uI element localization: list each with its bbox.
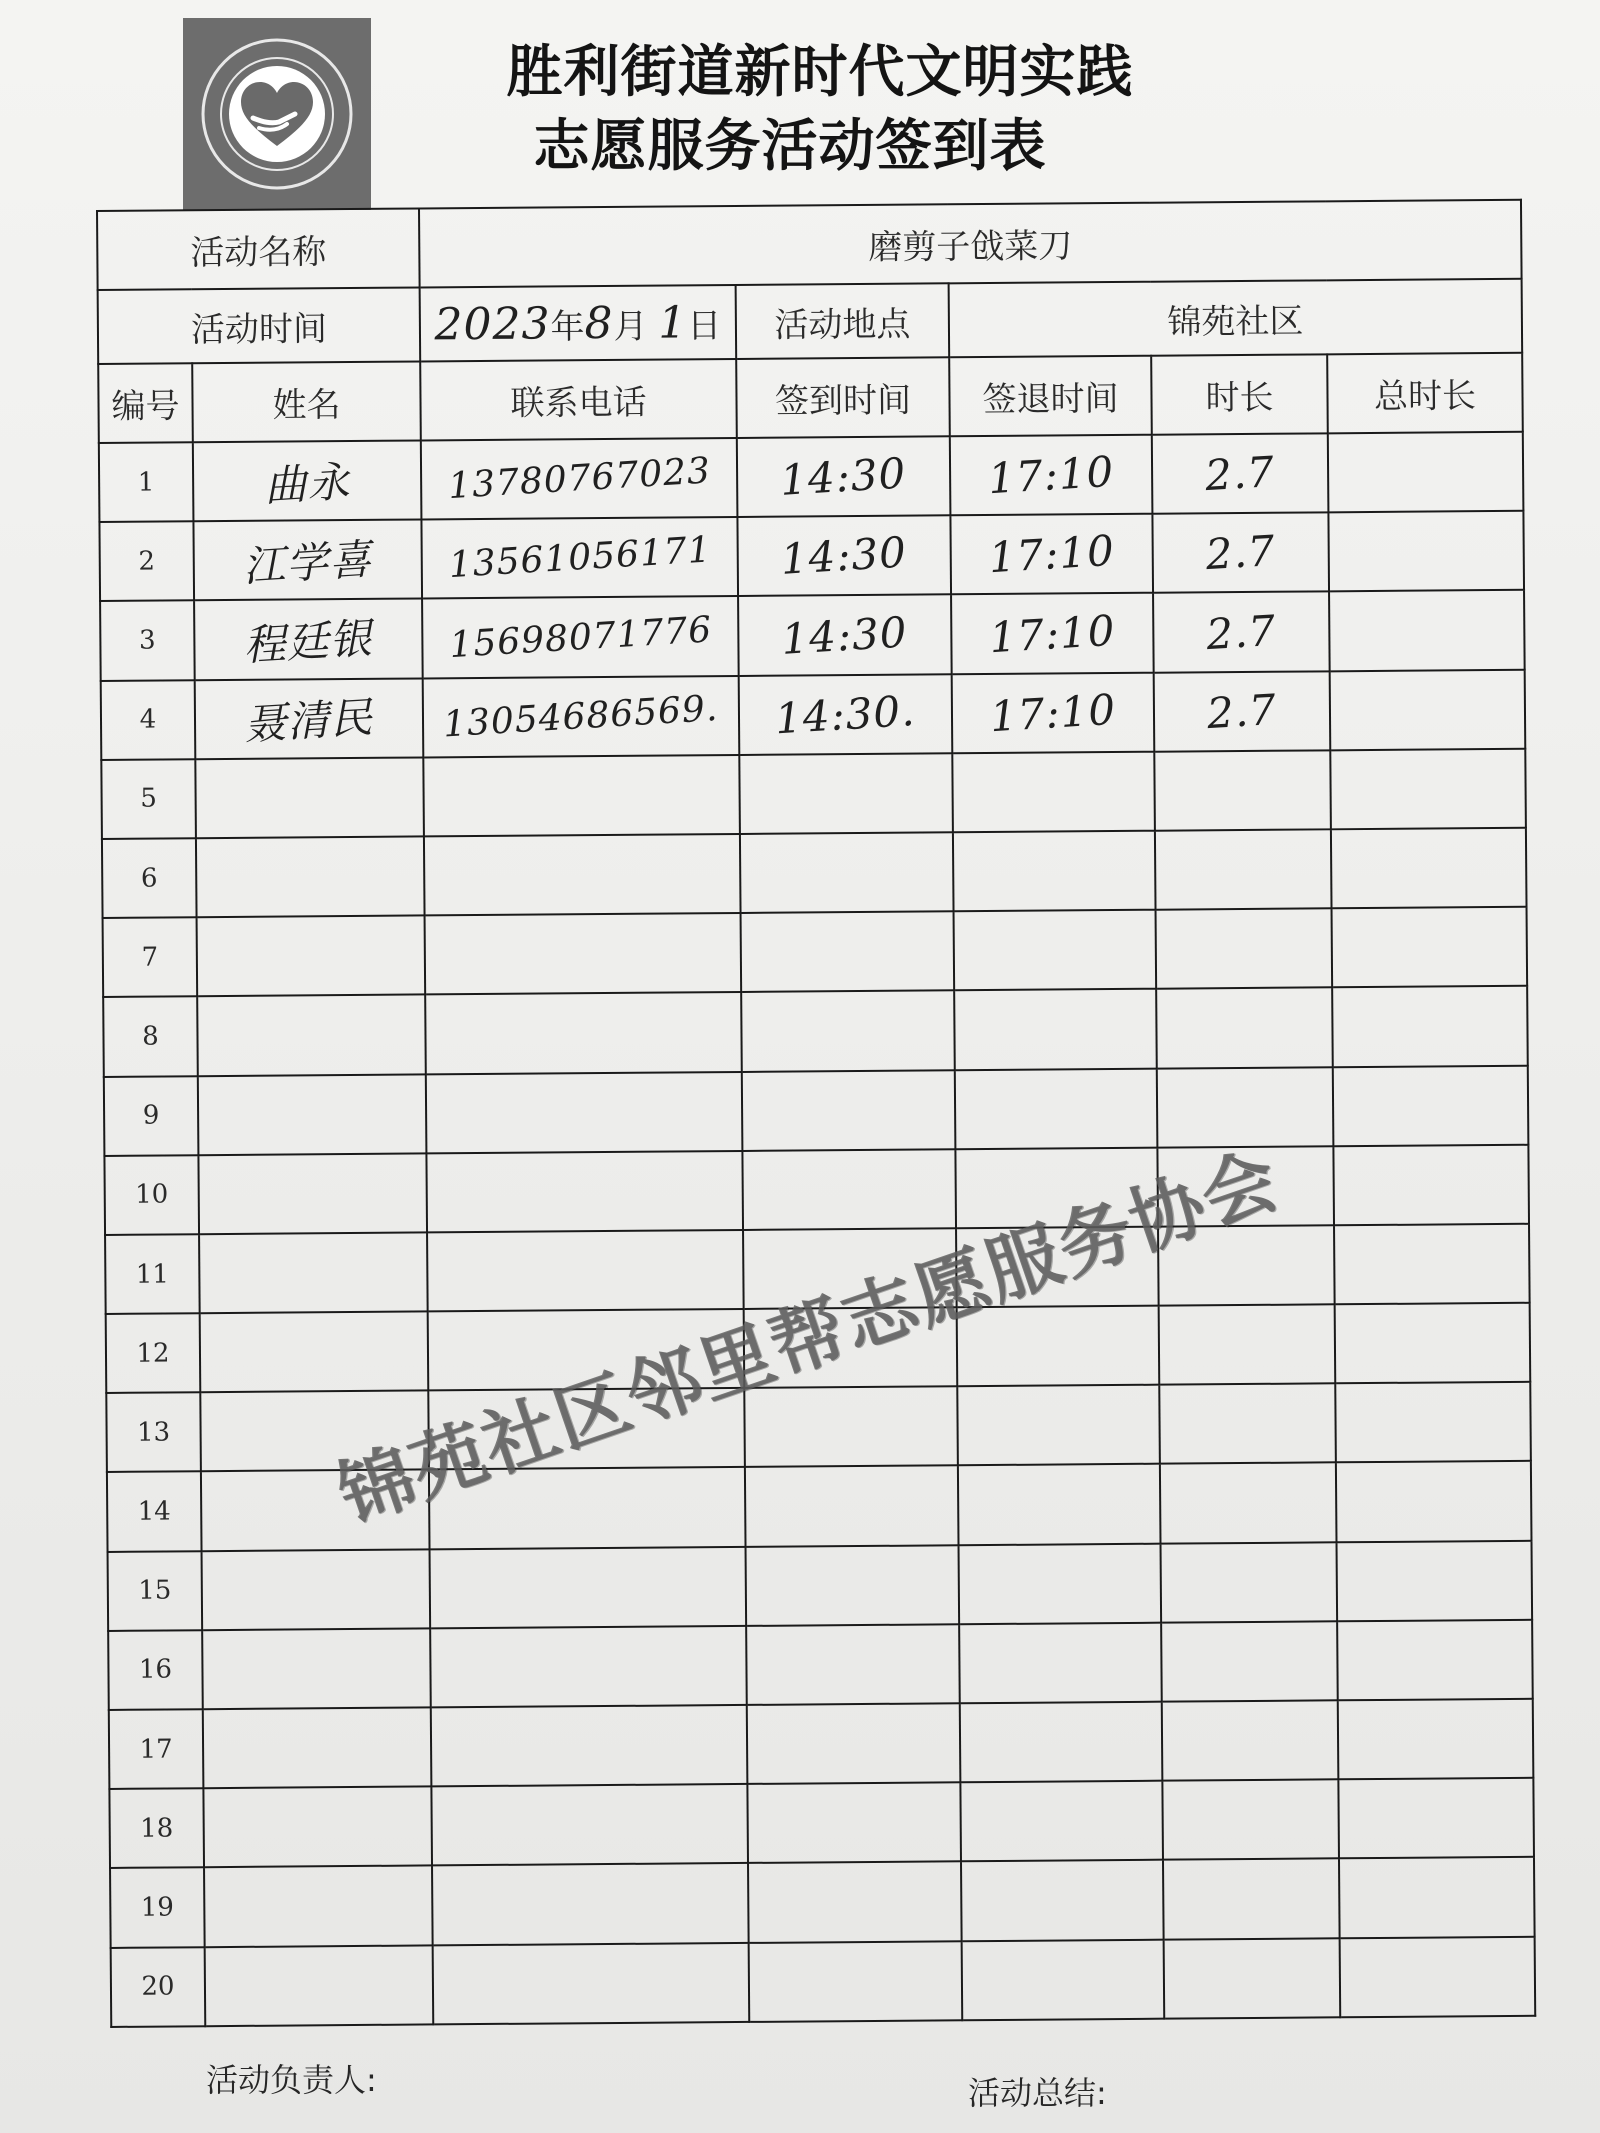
cell-total <box>1340 1936 1536 2017</box>
handwritten-duration: 2.7 <box>1205 605 1278 659</box>
cell-duration <box>1153 592 1330 673</box>
cell-total <box>1335 1303 1531 1384</box>
handwritten-duration: 2.7 <box>1204 526 1278 580</box>
cell-checkin <box>737 516 951 597</box>
cell-duration <box>1161 1621 1338 1702</box>
cell-duration <box>1161 1542 1338 1623</box>
handwritten-checkin: 14:30. <box>773 685 918 743</box>
activity-date <box>420 285 737 362</box>
activity-date-year-unit: 年 <box>550 306 585 347</box>
handwritten-name: 江学喜 <box>242 534 374 591</box>
col-header-checkin: 签到时间 <box>736 358 950 438</box>
handwritten-checkout: 17:10 <box>986 446 1116 504</box>
activity-time-row <box>98 278 1523 364</box>
cell-phone <box>430 1626 747 1708</box>
table-row <box>106 1382 1531 1472</box>
cell-name <box>197 916 426 997</box>
cell-checkout <box>960 1702 1163 1783</box>
cell-no: 13 <box>106 1392 201 1472</box>
cell-duration <box>1154 750 1331 831</box>
col-header-no: 编号 <box>98 364 193 443</box>
cell-name <box>195 757 424 838</box>
cell-no: 1 <box>99 442 194 522</box>
column-header-row <box>98 353 1523 443</box>
table-row <box>109 1778 1534 1868</box>
cell-total <box>1331 828 1527 909</box>
cell-checkin <box>746 1624 960 1705</box>
activity-leader-label: 活动负责人: <box>206 2061 377 2099</box>
cell-duration <box>1155 829 1332 910</box>
activity-place-value: 锦苑社区 <box>949 278 1523 357</box>
cell-phone <box>423 755 740 837</box>
table-row <box>101 749 1526 839</box>
activity-date-year: 2023 <box>434 297 551 350</box>
cell-checkin <box>749 1941 963 2022</box>
cell-total <box>1334 1224 1530 1305</box>
cell-checkout <box>962 1939 1165 2020</box>
cell-name <box>200 1312 429 1393</box>
cell-checkout <box>952 672 1155 753</box>
cell-name <box>193 520 422 601</box>
cell-checkin <box>738 595 952 676</box>
cell-phone <box>422 596 739 678</box>
handwritten-checkout: 17:10 <box>987 526 1117 583</box>
cell-name <box>198 1153 427 1234</box>
cell-checkout <box>960 1781 1163 1862</box>
cell-no: 8 <box>103 997 198 1077</box>
cell-phone <box>425 992 742 1074</box>
cell-checkout <box>961 1860 1164 1941</box>
activity-date-month: 8 <box>584 297 614 349</box>
cell-total <box>1337 1620 1533 1701</box>
handwritten-checkin: 14:30 <box>779 448 908 506</box>
document-title-line-1: 胜利街道新时代文明实践 <box>506 40 1134 105</box>
cell-total <box>1330 749 1526 830</box>
cell-checkout <box>957 1385 1160 1466</box>
logo <box>183 18 371 210</box>
col-header-duration: 时长 <box>1151 355 1328 435</box>
cell-no: 10 <box>104 1155 199 1235</box>
cell-total <box>1336 1461 1532 1542</box>
cell-checkout <box>950 514 1153 595</box>
cell-checkin <box>739 674 953 755</box>
cell-name <box>202 1628 431 1709</box>
activity-name-value: 磨剪子戗菜刀 <box>419 200 1522 287</box>
activity-time-label: 活动时间 <box>98 287 421 364</box>
cell-no: 6 <box>102 838 197 918</box>
cell-total <box>1339 1857 1535 1938</box>
table-row <box>99 432 1524 522</box>
cell-checkin <box>746 1545 960 1626</box>
cell-no: 14 <box>107 1472 202 1552</box>
handwritten-checkin: 14:30 <box>780 606 910 664</box>
table-row <box>111 1936 1536 2027</box>
cell-phone <box>426 1071 743 1153</box>
activity-date-month-unit: 月 <box>613 306 648 347</box>
handwritten-name: 曲永 <box>262 456 352 511</box>
cell-total <box>1328 511 1524 592</box>
cell-no: 20 <box>111 1947 206 2027</box>
cell-no: 2 <box>99 521 194 601</box>
cell-phone <box>432 1863 749 1945</box>
cell-name <box>202 1549 431 1630</box>
heart-hands-emblem-icon <box>183 18 371 210</box>
cell-duration <box>1152 433 1329 514</box>
cell-checkout <box>959 1543 1162 1624</box>
cell-no: 12 <box>106 1313 201 1393</box>
cell-phone <box>430 1547 747 1629</box>
cell-total <box>1338 1778 1534 1859</box>
cell-checkout <box>955 1068 1158 1149</box>
cell-duration <box>1159 1304 1336 1385</box>
cell-checkout <box>951 593 1154 674</box>
table-row <box>102 828 1527 918</box>
organization-stamp: 锦苑社区邻里帮志愿服务协会 <box>327 1136 1291 1540</box>
cell-checkout <box>954 989 1157 1070</box>
cell-duration <box>1156 988 1333 1069</box>
cell-phone <box>421 438 738 520</box>
cell-duration <box>1156 908 1333 989</box>
cell-phone <box>426 1151 743 1233</box>
cell-total <box>1338 1699 1534 1780</box>
cell-checkin <box>745 1466 959 1547</box>
document-title-line-2: 志愿服务活动签到表 <box>533 114 1047 179</box>
cell-phone <box>425 913 742 995</box>
cell-duration <box>1162 1780 1339 1861</box>
cell-total <box>1335 1382 1531 1463</box>
cell-checkin <box>747 1782 961 1863</box>
activity-summary-label: 活动总结: <box>968 2074 1107 2112</box>
activity-place-label: 活动地点 <box>736 283 950 359</box>
cell-total <box>1328 432 1524 513</box>
cell-name <box>196 836 425 917</box>
cell-name <box>194 599 423 680</box>
table-row <box>103 907 1528 997</box>
cell-total <box>1332 907 1528 988</box>
cell-checkout <box>954 910 1157 991</box>
table-row <box>100 590 1525 680</box>
handwritten-checkout: 17:10 <box>988 684 1118 741</box>
cell-checkin <box>740 832 954 913</box>
cell-checkin <box>742 1070 956 1151</box>
cell-checkout <box>958 1464 1161 1545</box>
cell-no: 4 <box>101 680 196 760</box>
cell-duration <box>1164 1938 1341 2019</box>
table-row <box>110 1857 1535 1947</box>
cell-total <box>1336 1540 1532 1621</box>
cell-checkout <box>953 831 1156 912</box>
cell-no: 19 <box>110 1868 205 1948</box>
cell-name <box>203 1707 432 1788</box>
cell-no: 11 <box>105 1234 200 1314</box>
handwritten-checkout: 17:10 <box>987 605 1117 662</box>
cell-duration <box>1163 1859 1340 1940</box>
cell-checkout <box>950 435 1153 516</box>
cell-phone <box>431 1705 748 1787</box>
handwritten-phone: 13561056171 <box>447 529 713 587</box>
cell-phone <box>423 676 740 758</box>
activity-date-day-unit: 日 <box>687 305 722 346</box>
cell-name <box>203 1787 432 1868</box>
handwritten-phone: 13780767023 <box>446 450 712 508</box>
table-row <box>108 1620 1533 1710</box>
activity-name-row <box>97 200 1522 290</box>
cell-phone <box>427 1230 744 1312</box>
cell-checkout <box>952 751 1155 832</box>
handwritten-phone: 13054686569. <box>442 687 720 746</box>
col-header-phone: 联系电话 <box>420 359 737 440</box>
cell-phone <box>424 834 741 916</box>
handwritten-phone: 15698071776 <box>447 608 713 666</box>
cell-name <box>198 1074 427 1155</box>
col-header-name: 姓名 <box>192 362 421 442</box>
cell-duration <box>1162 1700 1339 1781</box>
col-header-total: 总时长 <box>1327 353 1523 433</box>
table-row <box>109 1699 1534 1789</box>
cell-phone <box>431 1784 748 1866</box>
cell-total <box>1332 986 1528 1067</box>
cell-name <box>205 1945 434 2026</box>
cell-name <box>197 995 426 1076</box>
cell-no: 17 <box>109 1709 204 1789</box>
col-header-checkout: 签退时间 <box>949 356 1152 436</box>
cell-total <box>1329 590 1525 671</box>
activity-name-label: 活动名称 <box>97 208 420 289</box>
cell-duration <box>1154 671 1331 752</box>
cell-no: 7 <box>103 917 198 997</box>
table-row <box>101 669 1526 759</box>
cell-no: 16 <box>108 1630 203 1710</box>
cell-checkin <box>741 991 955 1072</box>
handwritten-name: 程廷银 <box>242 613 375 671</box>
table-row <box>103 986 1528 1076</box>
cell-no: 5 <box>101 759 196 839</box>
cell-name <box>195 678 424 759</box>
cell-checkout <box>959 1623 1162 1704</box>
cell-duration <box>1152 513 1329 594</box>
cell-no: 3 <box>100 601 195 681</box>
handwritten-duration: 2.7 <box>1205 684 1279 738</box>
cell-checkin <box>748 1862 962 1943</box>
cell-no: 15 <box>108 1551 203 1631</box>
cell-total <box>1330 669 1526 750</box>
cell-name <box>193 440 422 521</box>
handwritten-name: 聂清民 <box>243 692 376 750</box>
cell-no: 9 <box>104 1076 199 1156</box>
handwritten-checkin: 14:30 <box>779 527 909 585</box>
activity-date-day: 1 <box>658 296 688 349</box>
cell-checkin <box>739 753 953 834</box>
handwritten-duration: 2.7 <box>1203 447 1277 501</box>
sign-in-rows <box>99 432 1535 2027</box>
table-row <box>108 1540 1533 1630</box>
table-row <box>99 511 1524 601</box>
cell-phone <box>421 517 738 599</box>
cell-name <box>204 1866 433 1947</box>
cell-checkin <box>737 436 951 517</box>
table-row <box>107 1461 1532 1551</box>
cell-phone <box>433 1943 750 2025</box>
cell-no: 18 <box>109 1788 204 1868</box>
cell-duration <box>1160 1463 1337 1544</box>
cell-duration <box>1159 1384 1336 1465</box>
cell-checkin <box>742 1149 956 1230</box>
cell-checkin <box>741 911 955 992</box>
cell-checkin <box>747 1703 961 1784</box>
cell-name <box>199 1232 428 1313</box>
